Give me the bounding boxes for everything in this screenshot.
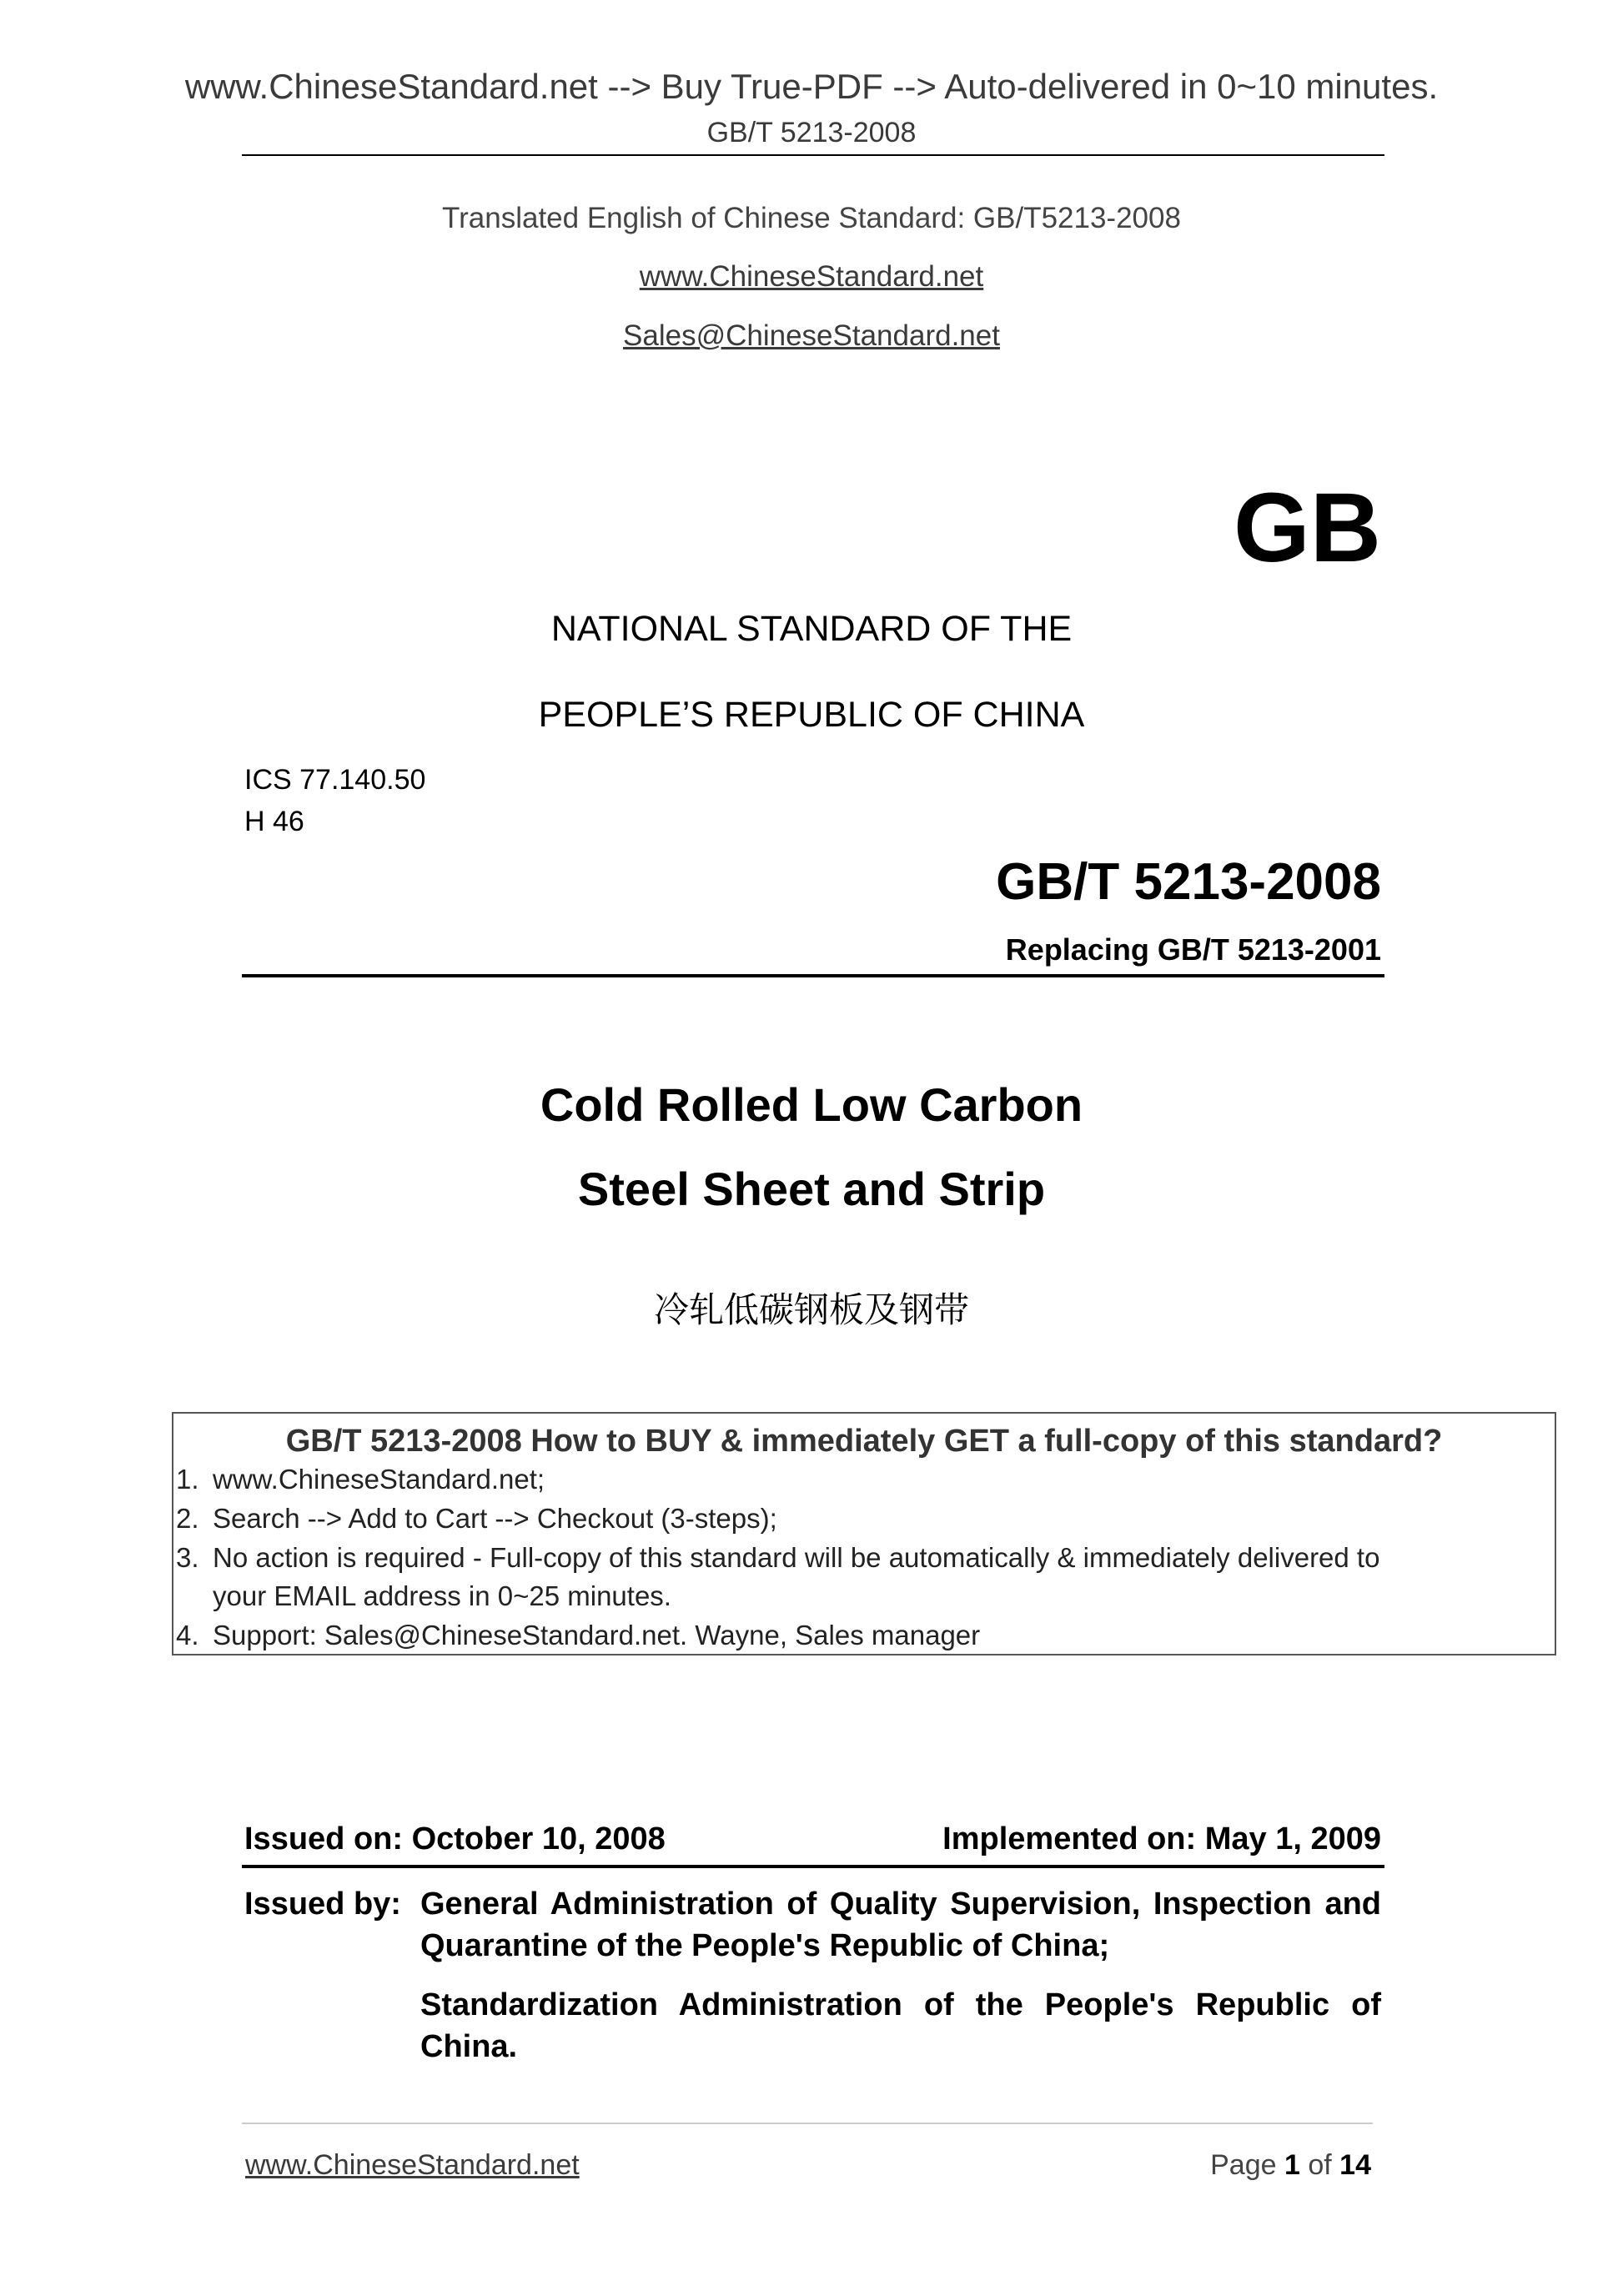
page-number	[1210, 2149, 1371, 2182]
site-link[interactable]: www.ChineseStandard.net	[639, 260, 984, 293]
header-banner-text: www.ChineseStandard.net --> Buy True-PDF --> Auto-delivered in 0~10 minutes.	[184, 67, 1439, 106]
buy-step-number: 4.	[176, 1620, 199, 1650]
translated-notice: Translated English of Chinese Standard: GB/T5213-2008	[442, 202, 1181, 234]
buy-step-text: No action is required - Full-copy of this standard will be automatically & immediately delivered to	[213, 1542, 1380, 1573]
national-standard-line1: NATIONAL STANDARD OF THE	[550, 609, 1073, 649]
code-divider	[242, 974, 1384, 977]
email-link[interactable]: Sales@ChineseStandard.net	[623, 319, 1000, 352]
footer-divider	[242, 2123, 1373, 2124]
issuer2-line2: China.	[420, 2029, 518, 2064]
header-divider	[242, 154, 1384, 156]
document-title-line1: Cold Rolled Low Carbon	[540, 1078, 1083, 1131]
buy-box-title: GB/T 5213-2008 How to BUY & immediately GET a full-copy of this standard?	[285, 1424, 1443, 1459]
buy-step-text[interactable]: www.ChineseStandard.net;	[213, 1464, 545, 1495]
national-standard-line2: PEOPLE’S REPUBLIC OF CHINA	[538, 695, 1085, 735]
issuer2-line1: Standardization Administration of the People's Republic of	[420, 1987, 1381, 2022]
implemented-on-date: Implemented on: May 1, 2009	[942, 1821, 1381, 1856]
buy-step-text[interactable]: Support: Sales@ChineseStandard.net. Wayne, Sales manager	[213, 1620, 981, 1650]
document-title-line2: Steel Sheet and Strip	[577, 1163, 1046, 1215]
buy-step-number: 2.	[176, 1503, 199, 1534]
replacing-note: Replacing GB/T 5213-2001	[1005, 932, 1381, 967]
h-code: H 46	[244, 806, 304, 837]
page-current: 1	[1284, 2149, 1300, 2181]
buy-step-text: Search --> Add to Cart --> Checkout (3-steps);	[213, 1503, 777, 1534]
chinese-title: 冷轧低碳钢板及钢带	[653, 1290, 969, 1329]
buy-instructions-box	[172, 1412, 1556, 1655]
footer-site-link[interactable]: www.ChineseStandard.net	[245, 2149, 580, 2181]
page-total: 14	[1339, 2149, 1371, 2181]
issued-on-date: Issued on: October 10, 2008	[244, 1821, 666, 1856]
standard-code: GB/T 5213-2008	[996, 853, 1381, 911]
buy-step-text: your EMAIL address in 0~25 minutes.	[213, 1580, 671, 1611]
page-of: of	[1308, 2149, 1332, 2181]
buy-step-number: 1.	[176, 1464, 199, 1495]
gb-mark: GB	[1234, 473, 1381, 583]
ics-code: ICS 77.140.50	[244, 764, 426, 796]
page-prefix: Page	[1210, 2149, 1277, 2181]
buy-step-number: 3.	[176, 1542, 199, 1573]
issued-by-label: Issued by:	[244, 1887, 401, 1922]
header-standard-code: GB/T 5213-2008	[706, 117, 917, 148]
issuer1-line1: General Administration of Quality Supervision, Inspection and	[420, 1887, 1381, 1922]
issuer1-line2: Quarantine of the People's Republic of China;	[420, 1928, 1110, 1963]
issue-divider	[242, 1865, 1384, 1868]
